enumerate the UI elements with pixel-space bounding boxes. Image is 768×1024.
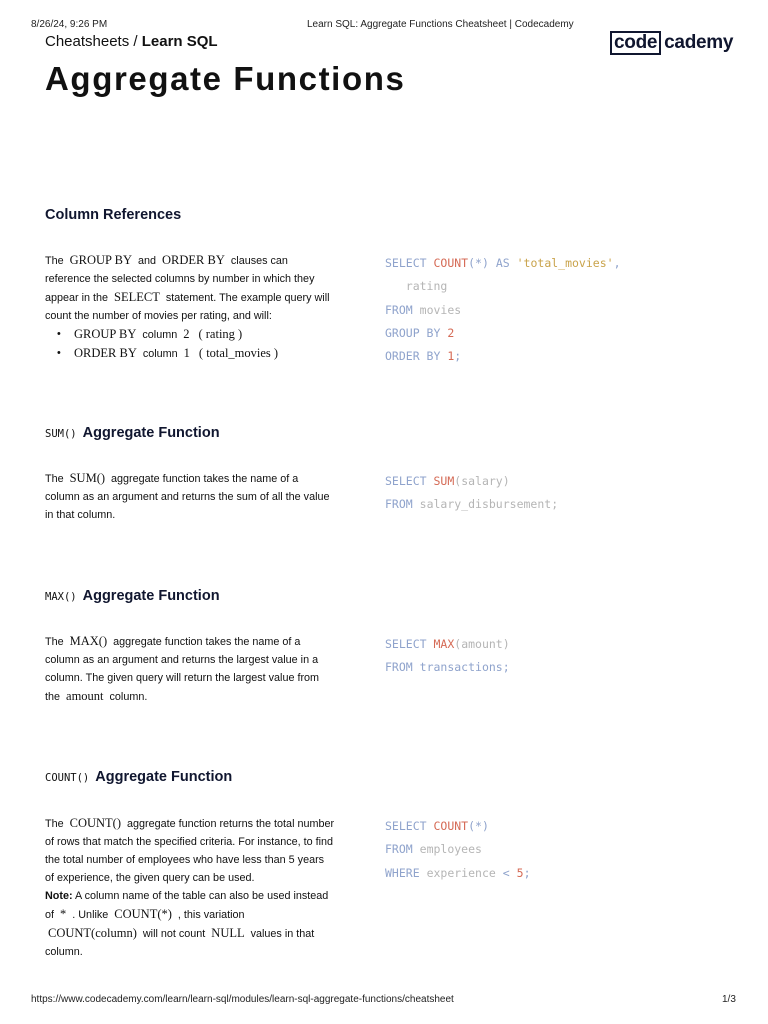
code-block-count: SELECT COUNT(*) FROM employees WHERE experience < 5;: [385, 819, 531, 880]
count-description: The COUNT() aggregate function returns the total number of rows that match the specified criteria. For instance, to find the total number of employees who have less than 5 years of experience, the given query can be used. Note: A column name of the table can also be used instead of * . Unlike COUNT(*) , this variation COUNT(column) will not count NULL values in that column.: [45, 816, 335, 958]
keyword-sum: SUM(): [69, 471, 106, 485]
keyword-select: SELECT: [114, 290, 160, 304]
column-references-description: The GROUP BY and ORDER BY clauses can reference the selected columns by number in which they appear in the SELECT statement. The example query will count the number of movies per rating, and will: • GROUP BY column 2 ( rating ) • ORDER BY column 1 ( total_movies ): [45, 251, 335, 363]
print-page-title: Learn SQL: Aggregate Functions Cheatsheet | Codecademy: [307, 19, 574, 30]
breadcrumb: [45, 33, 218, 50]
keyword-group-by: GROUP BY: [69, 253, 133, 267]
max-description: The MAX() aggregate function takes the name of a column as an argument and returns the largest value in a column. The given query will return the largest value from the amount column.: [45, 634, 320, 703]
keyword-amount: amount: [66, 689, 104, 703]
breadcrumb-learn-sql-link[interactable]: Learn SQL: [141, 33, 218, 50]
keyword-max: MAX(): [69, 634, 108, 648]
section-heading-count: COUNT() Aggregate Function: [45, 769, 233, 785]
page-title: Aggregate Functions: [45, 60, 406, 97]
code-block-max: SELECT MAX(amount) FROM transactions;: [385, 637, 510, 675]
section-heading-max: MAX() Aggregate Function: [45, 588, 220, 604]
count-function-label: COUNT(): [45, 772, 90, 784]
logo-rest-text: cademy: [664, 32, 734, 53]
keyword-count: COUNT(): [69, 816, 121, 830]
codecademy-logo[interactable]: [610, 31, 733, 55]
logo-box-text: code: [610, 31, 661, 55]
section-heading-sum: SUM() Aggregate Function: [45, 425, 220, 441]
column-references-list: [45, 325, 335, 363]
list-item: • GROUP BY column 2 ( rating ): [71, 325, 335, 344]
keyword-order-by: ORDER BY: [162, 253, 225, 267]
print-datetime: 8/26/24, 9:26 PM: [31, 19, 108, 30]
print-footer-page: 1/3: [722, 994, 736, 1005]
section-heading-column-references: Column References: [45, 207, 182, 223]
code-block-sum: SELECT SUM(salary) FROM salary_disbursement;: [385, 474, 559, 512]
sum-description: The SUM() aggregate function takes the name of a column as an argument and returns the sum of all the value in that column.: [45, 471, 330, 521]
sum-function-label: SUM(): [45, 428, 77, 440]
print-footer-url: https://www.codecademy.com/learn/learn-sql/modules/learn-sql-aggregate-functions/cheatsheet: [31, 994, 454, 1005]
max-function-label: MAX(): [45, 591, 77, 603]
code-block-column-references: SELECT COUNT(*) AS 'total_movies', rating FROM movies GROUP BY 2 ORDER BY 1;: [385, 256, 621, 364]
note-label: Note:: [45, 890, 73, 902]
breadcrumb-cheatsheets-link[interactable]: Cheatsheets: [45, 33, 130, 50]
list-item: • ORDER BY column 1 ( total_movies ): [71, 344, 335, 363]
breadcrumb-separator: /: [129, 33, 142, 50]
